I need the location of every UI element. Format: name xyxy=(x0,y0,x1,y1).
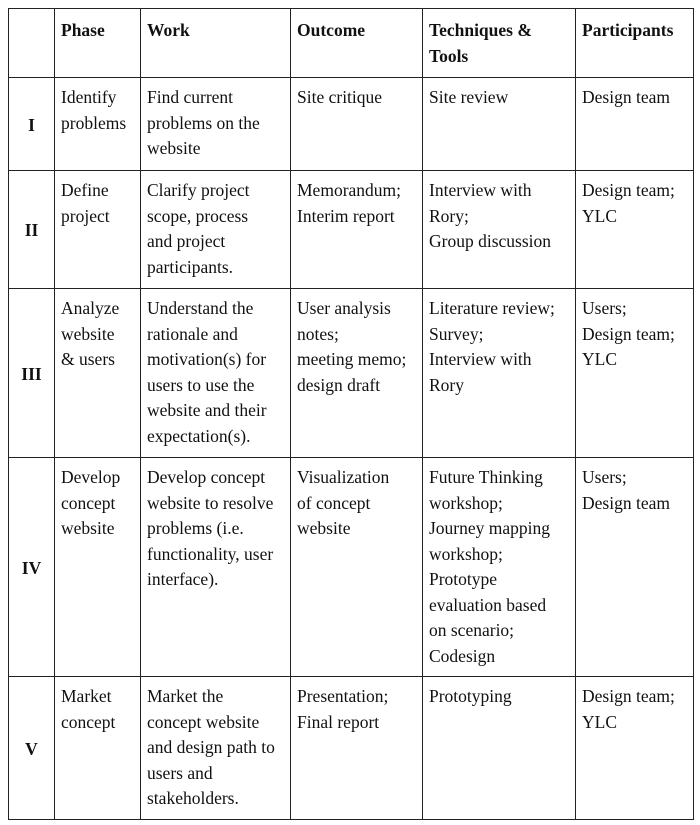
project-phases-table xyxy=(8,8,694,820)
work-cell: Understand the rationale and motivation(s) for users to use the website and their expectation(s). xyxy=(141,289,291,458)
techniques-cell: Prototyping xyxy=(423,677,576,820)
participants-cell: Users; Design team; YLC xyxy=(576,289,694,458)
outcome-cell: Presentation; Final report xyxy=(291,677,423,820)
phase-number: I xyxy=(9,78,55,171)
header-row xyxy=(9,9,694,78)
participants-cell: Design team xyxy=(576,78,694,171)
participants-cell: Design team; YLC xyxy=(576,677,694,820)
phase-cell: Identify problems xyxy=(55,78,141,171)
techniques-cell: Literature review; Survey; Interview with Rory xyxy=(423,289,576,458)
techniques-cell: Interview with Rory; Group discussion xyxy=(423,171,576,289)
table-row xyxy=(9,458,694,677)
work-cell: Find current problems on the website xyxy=(141,78,291,171)
participants-cell: Design team; YLC xyxy=(576,171,694,289)
techniques-cell: Site review xyxy=(423,78,576,171)
outcome-cell: Visualization of concept website xyxy=(291,458,423,677)
outcome-cell: Site critique xyxy=(291,78,423,171)
header-number xyxy=(9,9,55,78)
header-participants: Participants xyxy=(576,9,694,78)
phase-cell: Market concept xyxy=(55,677,141,820)
phase-cell: Analyze website & users xyxy=(55,289,141,458)
header-work: Work xyxy=(141,9,291,78)
phase-number: III xyxy=(9,289,55,458)
work-cell: Clarify project scope, process and project participants. xyxy=(141,171,291,289)
phase-number: IV xyxy=(9,458,55,677)
table-row xyxy=(9,78,694,171)
header-outcome: Outcome xyxy=(291,9,423,78)
table-body xyxy=(9,78,694,820)
outcome-cell: User analysis notes; meeting memo; design draft xyxy=(291,289,423,458)
techniques-cell: Future Thinking workshop; Journey mapping workshop; Prototype evaluation based on scenario; Codesign xyxy=(423,458,576,677)
phase-number: V xyxy=(9,677,55,820)
participants-cell: Users; Design team xyxy=(576,458,694,677)
table-header xyxy=(9,9,694,78)
phase-cell: Develop concept website xyxy=(55,458,141,677)
table-row xyxy=(9,171,694,289)
work-cell: Develop concept website to resolve problems (i.e. functionality, user interface). xyxy=(141,458,291,677)
table-row xyxy=(9,289,694,458)
header-phase: Phase xyxy=(55,9,141,78)
phase-number: II xyxy=(9,171,55,289)
table-row xyxy=(9,677,694,820)
outcome-cell: Memorandum; Interim report xyxy=(291,171,423,289)
header-techniques-tools: Techniques & Tools xyxy=(423,9,576,78)
work-cell: Market the concept website and design path to users and stakeholders. xyxy=(141,677,291,820)
phase-cell: Define project xyxy=(55,171,141,289)
